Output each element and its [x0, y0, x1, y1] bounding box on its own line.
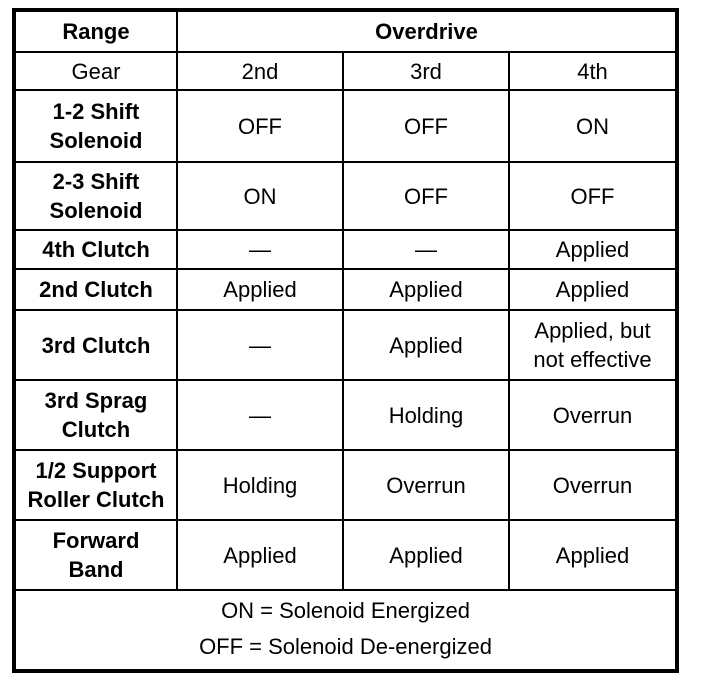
table-row-1-2-support-roller-clutch	[14, 450, 677, 520]
table-row-forward-band	[14, 520, 677, 590]
table-cell: OFF	[509, 162, 677, 230]
row-header: 1/2 Support Roller Clutch	[14, 450, 177, 520]
row-header: 2-3 Shift Solenoid	[14, 162, 177, 230]
row-header: Forward Band	[14, 520, 177, 590]
table-cell: Applied	[343, 269, 509, 310]
table-row-2-3-shift-solenoid	[14, 162, 677, 230]
table-cell: OFF	[343, 162, 509, 230]
gear-4th: 4th	[509, 52, 677, 90]
table-cell: —	[177, 310, 343, 380]
table-cell: Overrun	[509, 450, 677, 520]
gear-2nd: 2nd	[177, 52, 343, 90]
table-row-4th-clutch	[14, 230, 677, 269]
table-cell: Holding	[177, 450, 343, 520]
gear-3rd: 3rd	[343, 52, 509, 90]
table-cell: —	[343, 230, 509, 269]
legend	[14, 590, 677, 671]
table-row-2nd-clutch	[14, 269, 677, 310]
table-cell: Holding	[343, 380, 509, 450]
row-header: 4th Clutch	[14, 230, 177, 269]
legend-on: ON = Solenoid Energized	[221, 598, 470, 623]
table-row-3rd-clutch	[14, 310, 677, 380]
shift-solenoid-table	[12, 8, 679, 673]
table-cell: —	[177, 230, 343, 269]
table-cell: OFF	[177, 90, 343, 162]
range-row	[14, 10, 677, 52]
legend-off: OFF = Solenoid De-energized	[199, 634, 492, 659]
table-row-1-2-shift-solenoid	[14, 90, 677, 162]
table-cell: —	[177, 380, 343, 450]
table-cell: Applied	[177, 520, 343, 590]
table-cell: OFF	[343, 90, 509, 162]
row-header: 2nd Clutch	[14, 269, 177, 310]
table-cell: Applied	[509, 269, 677, 310]
row-header: 1-2 Shift Solenoid	[14, 90, 177, 162]
table-cell: Applied	[343, 520, 509, 590]
row-header: 3rd Sprag Clutch	[14, 380, 177, 450]
table-cell: Applied	[509, 230, 677, 269]
range-label: Range	[14, 10, 177, 52]
table-cell: ON	[177, 162, 343, 230]
table-cell: ON	[509, 90, 677, 162]
gear-row	[14, 52, 677, 90]
table-cell: Overrun	[343, 450, 509, 520]
table-cell: Applied	[343, 310, 509, 380]
table-cell: Applied, but not effective	[509, 310, 677, 380]
legend-row	[14, 590, 677, 671]
range-value: Overdrive	[177, 10, 677, 52]
table-cell: Applied	[509, 520, 677, 590]
row-header: 3rd Clutch	[14, 310, 177, 380]
shift-table-sheet	[12, 8, 679, 673]
table-cell: Applied	[177, 269, 343, 310]
gear-label: Gear	[14, 52, 177, 90]
table-row-3rd-sprag-clutch	[14, 380, 677, 450]
table-cell: Overrun	[509, 380, 677, 450]
